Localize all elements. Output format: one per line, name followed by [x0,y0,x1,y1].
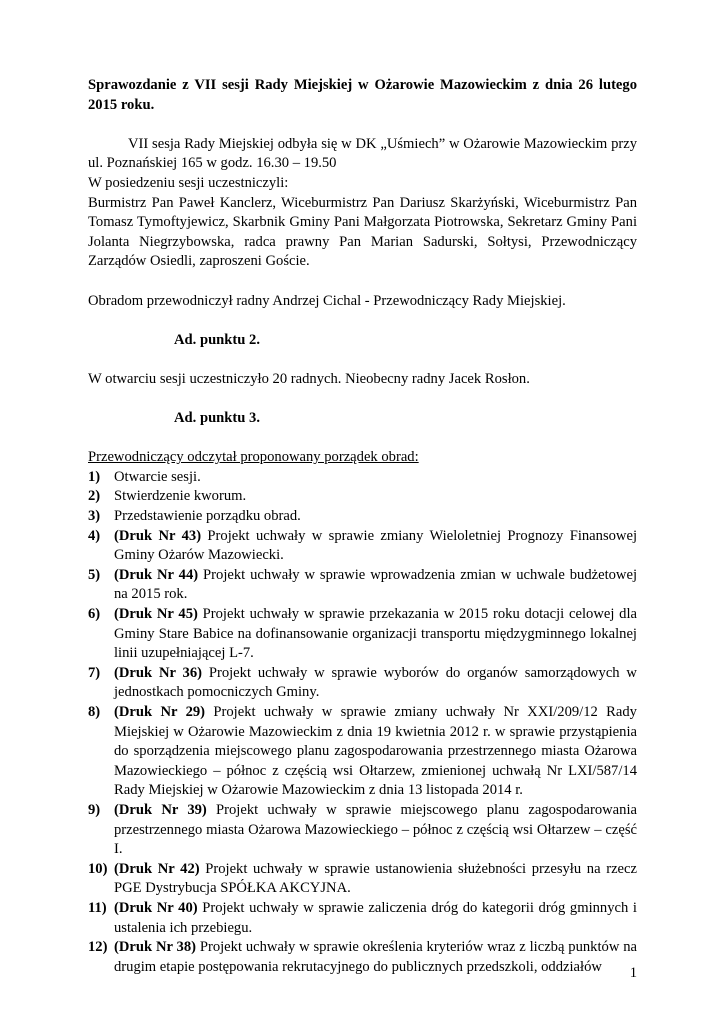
agenda-item-number: 8) [88,704,101,720]
agenda-item [88,938,637,977]
agenda-item [88,605,637,664]
agenda-item [88,899,637,938]
agenda-item-text: Projekt uchwały w sprawie ustanowienia służebności przesyłu na rzecz PGE Dystrybucja SPÓŁKA AKCYJNA. [114,860,637,897]
agenda-item [88,527,637,566]
chair-paragraph: Obradom przewodniczył radny Andrzej Cichal - Przewodniczący Rady Miejskiej. [88,292,566,309]
agenda-item-text: Projekt uchwały w sprawie wprowadzenia zmian w uchwale budżetowej na 2015 rok. [114,566,637,603]
participants-list: Burmistrz Pan Paweł Kanclerz, Wiceburmistrz Pan Dariusz Skarżyński, Wiceburmistrz Pan Tomasz Tymoftyjewicz, Skarbnik Gminy Pani Małgorzata Piotrowska, Sekretarz Gminy Pani Jolanta Niegrzybowska, radca prawny Pan Marian Sadurski, Sołtysi, Przewodniczący Zarządów Osiedli, zaproszeni Goście. [88,194,637,270]
agenda-item-number: 7) [88,664,101,681]
agenda-item-druk: (Druk Nr 29) [114,704,206,720]
agenda-item-text: Projekt uchwały w sprawie miejscowego planu zagospodarowania przestrzennego miasta Ożarowa Mazowieckiego – północ z częścią wsi Ołtarzew – część I. [114,801,637,858]
agenda-item-number: 10) [88,860,108,877]
agenda-item-text: Otwarcie sesji. [114,468,201,485]
agenda-item-number: 5) [88,566,101,583]
agenda-item-text: Projekt uchwały w sprawie przekazania w 2015 roku dotacji celowej dla Gminy Stare Babice na dofinansowanie organizacji transportu międzygminnego lokalnej linii uzupełniającej L-7. [114,606,637,662]
agenda-item-number: 3) [88,508,101,525]
agenda-item-druk: (Druk Nr 38) [114,939,196,956]
agenda-item-druk: (Druk Nr 44) [114,566,199,583]
agenda-item-text: Projekt uchwały w sprawie zaliczenia dróg do kategorii dróg gminnych i ustalenia ich przebiegu. [114,899,637,936]
agenda-item [88,487,637,507]
agenda-item-number: 6) [88,606,101,623]
agenda-item-druk: (Druk Nr 43) [114,527,202,544]
agenda-item-number: 11) [88,899,107,916]
agenda-item [88,703,637,801]
agenda-item [88,801,637,860]
agenda-list [88,468,637,977]
report-title: Sprawozdanie z VII sesji Rady Miejskiej w Ożarowie Mazowieckim z dnia 26 lutego 2015 roku. [88,77,637,113]
agenda-item-number: 1) [88,468,101,485]
agenda-item-text: Projekt uchwały w sprawie zmiany Wieloletniej Prognozy Finansowej Gminy Ożarów Mazowiecki. [114,527,637,564]
page-number: 1 [629,965,637,981]
agenda-item [88,860,637,899]
agenda-item-text: Projekt uchwały w sprawie określenia kryteriów wraz z liczbą punktów na drugim etapie postępowania rekrutacyjnego do publicznych przedszkoli, oddziałów [114,939,637,975]
agenda-item-number: 2) [88,488,101,505]
agenda-item-number: 4) [88,527,101,544]
point3-heading: Ad. punktu 3. [174,410,260,427]
agenda-item-druk: (Druk Nr 42) [114,860,200,877]
agenda-item-druk: (Druk Nr 36) [114,664,202,681]
agenda-item-druk: (Druk Nr 45) [114,606,198,623]
agenda-item-text: Projekt uchwały w sprawie zmiany uchwały Nr XXI/209/12 Rady Miejskiej w Ożarowie Mazowieckim z dnia 19 kwietnia 2012 r. w sprawie przystąpienia do sporządzenia miejscowego planu zagospodarowania przestrzennego miasta Ożarowa Mazowieckiego – północ z częścią wsi Ołtarzew, zmienionej uchwałą Nr LXI/587/14 Rady Miejskiej w Ożarowie Mazowieckim z dnia 13 listopada 2014 r. [114,704,637,799]
agenda-item-number: 9) [88,801,101,818]
agenda-item [88,664,637,703]
agenda-item-druk: (Druk Nr 39) [114,801,207,818]
point2-heading: Ad. punktu 2. [174,331,260,348]
agenda-item-text: Stwierdzenie kworum. [114,488,247,505]
agenda-item-druk: (Druk Nr 40) [114,899,198,916]
agenda-item [88,507,637,527]
agenda-intro: Przewodniczący odczytał proponowany porządek obrad: [88,449,419,466]
intro-paragraph: VII sesja Rady Miejskiej odbyła się w DK „Uśmiech” w Ożarowie Mazowieckim przy ul. Poznańskiej 165 w godz. 16.30 – 19.50 [88,135,637,172]
agenda-item [88,468,637,488]
agenda-item-text: Projekt uchwały w sprawie wyborów do organów samorządowych w jednostkach pomocniczych Gminy. [114,664,637,701]
agenda-item [88,566,637,605]
participants-label: W posiedzeniu sesji uczestniczyli: [88,174,289,191]
agenda-item-text: Przedstawienie porządku obrad. [114,508,301,525]
point2-text: W otwarciu sesji uczestniczyło 20 radnych. Nieobecny radny Jacek Rosłon. [88,370,530,387]
agenda-item-number: 12) [88,939,108,956]
